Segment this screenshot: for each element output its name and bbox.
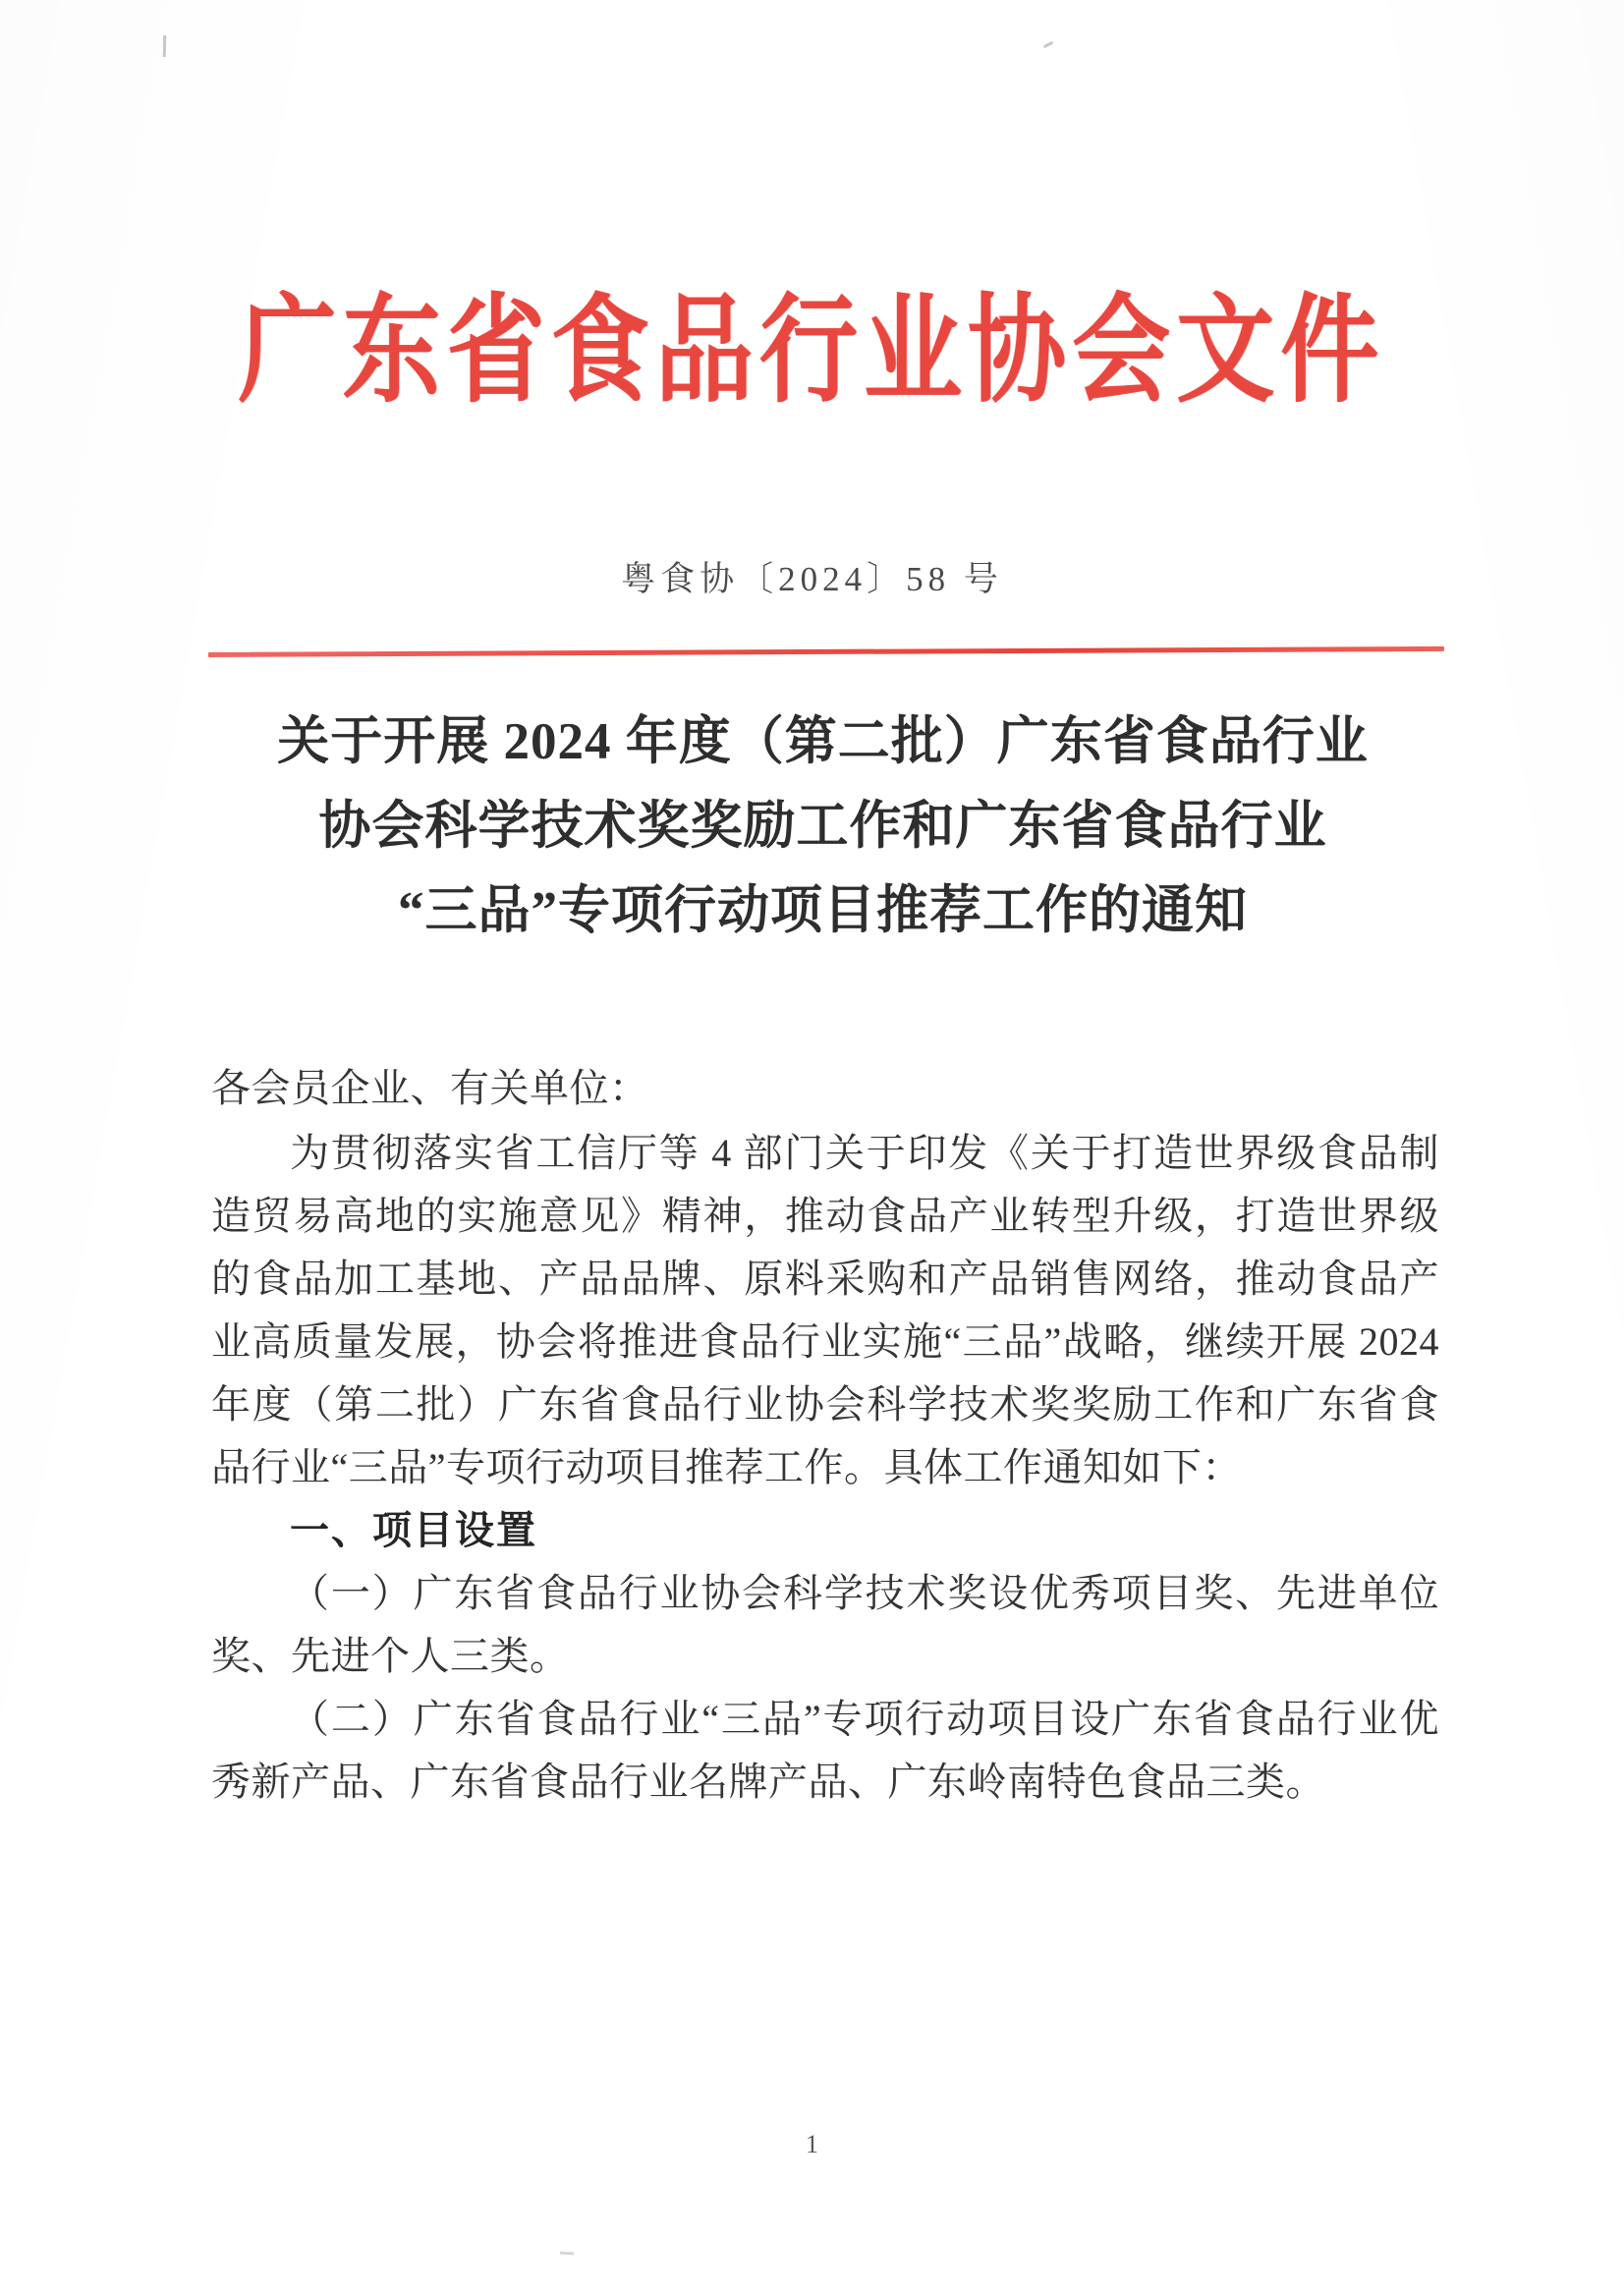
salutation: 各会员企业、有关单位： [211, 1066, 649, 1110]
scan-artifact-mark [560, 2252, 574, 2256]
page-title [201, 700, 1444, 953]
body-paragraph-1: 为贯彻落实省工信厅等 4 部门关于印发《关于打造世界级食品制造贸易高地的实施意见》精神，推动食品产业转型升级，打造世界级的食品加工基地、产品品牌、原料采购和产品销售网络，推动食品产业高质量发展，协会将推进食品行业实施“三品”战略，继续开展 2024 年度（第二批）广东省食品行业协会科学技术奖奖励工作和广东省食品行业“三品”专项行动项目推荐工作。具体工作通知如下： [211, 1131, 1439, 1489]
page-title-line-2: 协会科学技术奖奖励工作和广东省食品行业 [318, 798, 1327, 855]
scan-artifact-mark [1043, 41, 1053, 48]
page-number: 1 [806, 2130, 818, 2158]
section-1-item-2: （二）广东省食品行业“三品”专项行动项目设广东省食品行业优秀新产品、广东省食品行业名牌产品、广东岭南特色食品三类。 [211, 1697, 1439, 1804]
document-body [211, 1057, 1439, 1814]
scan-artifact-mark [163, 35, 166, 57]
section-heading-1: 一、项目设置 [290, 1508, 537, 1552]
section-1-item-1: （一）广东省食品行业协会科学技术奖设优秀项目奖、先进单位奖、先进个人三类。 [211, 1571, 1439, 1678]
red-divider-rule [208, 646, 1444, 657]
page-title-line-3: “三品”专项行动项目推荐工作的通知 [398, 882, 1248, 939]
document-number: 粤食协〔2024〕58 号 [621, 560, 1003, 598]
organization-title: 广东省食品行业协会文件 [239, 287, 1385, 418]
page-title-line-1: 关于开展 2024 年度（第二批）广东省食品行业 [277, 713, 1369, 770]
masthead [0, 287, 1624, 418]
